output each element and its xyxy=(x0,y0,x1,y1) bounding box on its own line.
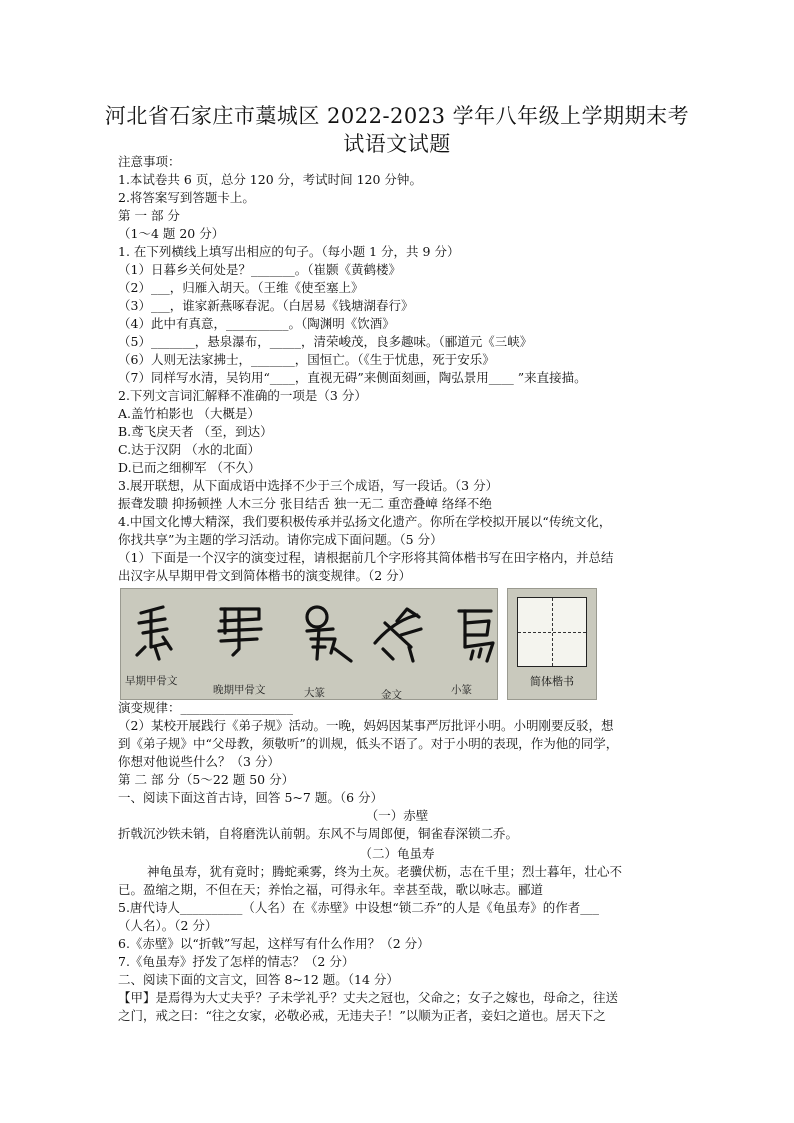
exam-title-line-2: 试语文试题 xyxy=(343,132,451,156)
question-1-item-7: （7）同样写水清，吴钧用“____，直视无碍”来侧面刻画，陶弘景用____ ”来直接描。 xyxy=(118,370,587,385)
late-oracle-glyph xyxy=(219,609,261,655)
label-simplified-regular: 简体楷书 xyxy=(530,675,574,688)
note-2: 2.将答案写到答题卡上。 xyxy=(118,190,255,205)
question-1-item-4: （4）此中有真意，__________。（陶渊明《饮酒》 xyxy=(118,316,395,331)
question-4-line-1: 4.中国文化博大精深，我们要积极传承并弘扬文化遗产。你所在学校拟开展以“传统文化， xyxy=(118,514,612,529)
question-4-1-line-2: 出汉字从早期甲骨文到简体楷书的演变规律。（2 分） xyxy=(118,568,412,583)
question-3-idioms: 振聋发聩 抑扬顿挫 人木三分 张目结舌 独一无二 重峦叠嶂 络绎不绝 xyxy=(118,496,492,511)
great-seal-glyph xyxy=(307,607,351,661)
question-2-option-b: B.鸢飞戾天者 （至，到达） xyxy=(118,424,273,439)
label-bronze: 金文 xyxy=(381,689,402,701)
small-seal-glyph xyxy=(459,611,493,661)
poem-2-text-line-1: 神龟虽寿，犹有竟时；腾蛇乘雾，终为土灰。老骥伏枥，志在千里；烈士暮年，壮心不 xyxy=(147,864,623,879)
character-evolution-figure xyxy=(120,588,498,700)
question-4-2-line-1: （2）某校开展践行《弟子规》活动。一晚，妈妈因某事严厉批评小明。小明刚要反驳，想 xyxy=(118,718,614,733)
notes-heading: 注意事项： xyxy=(118,154,181,169)
question-1-item-1: （1）日暮乡关何处是？_______。（崔颢《黄鹤楼》 xyxy=(118,262,401,277)
question-1-item-3: （3）___，谁家新燕啄春泥。（白居易《钱塘湖春行》 xyxy=(118,298,414,313)
label-late-oracle: 晚期甲骨文 xyxy=(213,684,266,696)
question-1-item-5: （5）_______，悬泉瀑布，_____，清荣峻茂，良多趣味。（郦道元《三峡》 xyxy=(118,334,533,349)
note-1: 1.本试卷共 6 页，总分 120 分，考试时间 120 分钟。 xyxy=(118,172,422,187)
section-two-heading: 二、阅读下面的文言文，回答 8~12 题。（14 分） xyxy=(118,972,399,987)
poem-1-title: （一）赤壁 xyxy=(365,808,429,823)
question-3: 3.展开联想，从下面成语中选择不少于三个成语，写一段话。（3 分） xyxy=(118,478,499,493)
question-2-option-c: C.达于汉阴 （水的北面） xyxy=(118,442,261,457)
question-2-option-d: D.已而之细柳军 （不久） xyxy=(118,460,261,475)
bronze-glyph xyxy=(375,609,421,661)
question-4-2-line-3: 你想对他说些什么？（3 分） xyxy=(118,754,280,769)
question-1-item-6: （6）人则无法家拂士，_______，国恒亡。（《生于忧患，死于安乐》 xyxy=(118,352,495,367)
question-5-line-1: 5.唐代诗人__________（人名）在《赤壁》中设想“锁二乔”的人是《龟虽寿》的作者___ xyxy=(118,900,599,915)
passage-a-line-1: 【甲】是焉得为大丈夫乎？子未学礼乎？丈夫之冠也，父命之；女子之嫁也，母命之，往送 xyxy=(118,990,619,1005)
poem-2-text-line-2: 已。盈缩之期，不但在天；养怡之福，可得永年。幸甚至哉，歌以咏志。郦道 xyxy=(118,882,544,897)
exam-title-line-1: 河北省石家庄市藁城区 2022-2023 学年八年级上学期期末考 xyxy=(104,104,690,128)
question-1: 1. 在下列横线上填写出相应的句子。（每小题 1 分，共 9 分） xyxy=(118,244,460,259)
grid-vertical-divider xyxy=(552,598,553,666)
section-one-heading: 一、阅读下面这首古诗，回答 5~7 题。（6 分） xyxy=(118,790,384,805)
early-oracle-glyph xyxy=(137,607,171,659)
label-small-seal: 小篆 xyxy=(451,684,472,696)
question-4-line-2: 你找共享”为主题的学习活动。请你完成下面问题。（5 分） xyxy=(118,532,443,547)
label-early-oracle: 早期甲骨文 xyxy=(125,675,178,687)
tianzige-answer-grid xyxy=(507,588,597,700)
label-great-seal: 大篆 xyxy=(304,687,325,699)
question-2-option-a: A.盖竹柏影也 （大概是） xyxy=(118,406,260,421)
passage-a-line-2: 之门，戒之曰：“往之女家，必敬必戒，无违夫子！”以顺为正者，妾妇之道也。居天下之 xyxy=(118,1008,606,1023)
poem-1-text: 折戟沉沙铁未销，自将磨洗认前朝。东风不与周郎便，铜雀春深锁二乔。 xyxy=(118,826,519,841)
question-2: 2.下列文言词汇解释不准确的一项是（3 分） xyxy=(118,388,367,403)
question-7: 7.《龟虽寿》抒发了怎样的情志？（2 分） xyxy=(118,954,355,969)
part-one-heading: 第 一 部 分 xyxy=(118,208,180,223)
question-4-2-line-2: 到《弟子规》中“父母教，须敬听”的训规，低头不语了。对于小明的表现，作为他的同学， xyxy=(118,736,619,751)
tianzige-square[interactable] xyxy=(517,597,587,667)
question-5-line-2: （人名）。（2 分） xyxy=(118,918,218,933)
evolution-rule-blank: 演变规律：__________________ xyxy=(118,700,294,715)
poem-2-title: （二）龟虽寿 xyxy=(359,846,435,861)
question-1-item-2: （2）___，归雁入胡天。（王维《使至塞上》 xyxy=(118,280,364,295)
question-6: 6.《赤壁》以“折戟”写起，这样写有什么作用？（2 分） xyxy=(118,936,430,951)
part-two-heading: 第 二 部 分（5～22 题 50 分） xyxy=(118,772,295,787)
part-one-score: （1～4 题 20 分） xyxy=(118,226,225,241)
question-4-1-line-1: （1）下面是一个汉字的演变过程，请根据前几个字形将其简体楷书写在田字格内，并总结 xyxy=(118,550,614,565)
